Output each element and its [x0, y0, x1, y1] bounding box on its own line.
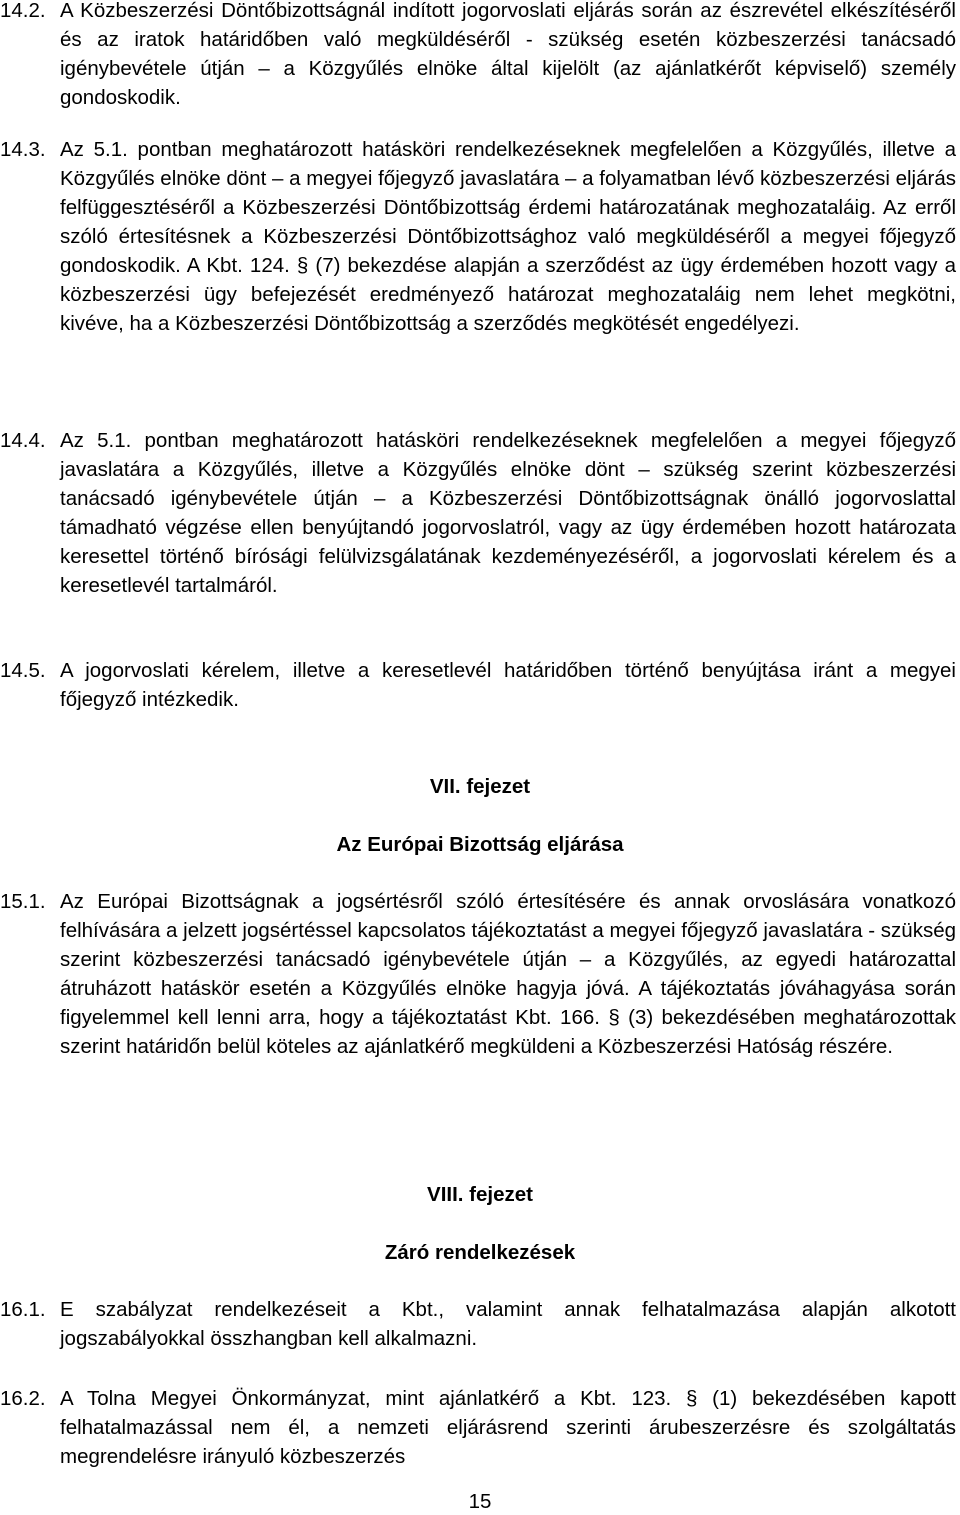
paragraph-text: Az 5.1. pontban meghatározott hatásköri rendelkezéseknek megfelelően a Közgyűlés, illetve a Közgyűlés elnöke dönt – a megyei főjegyző javaslatára – a folyamatban lévő közbeszerzési eljárás felfüggesztéséről a Közbeszerzési Döntőbizottság érdemi határozatának meghozataláig. Az erről szóló értesítésnek a Közbeszerzési Döntőbizottsághoz való megküldéséről a megyei főjegyző gondoskodik. A Kbt. 124. § (7) bekezdése alapján a szerződést az ügy érdemében hozott vagy a közbeszerzési ügy befejezését eredményező határozat meghozataláig nem lehet megkötni, kivéve, ha a Közbeszerzési Döntőbizottság a szerződés megkötését engedélyezi.	[60, 138, 956, 335]
paragraph-text: E szabályzat rendelkezéseit a Kbt., valamint annak felhatalmazása alapján alkotott jogszabályokkal összhangban kell alkalmazni.	[60, 1298, 956, 1350]
page-number: 15	[468, 1490, 492, 1513]
paragraph-number: 16.2.	[0, 1387, 46, 1410]
paragraph-16-1	[0, 1295, 956, 1353]
paragraph-text: A Közbeszerzési Döntőbizottságnál indított jogorvoslati eljárás során az észrevétel elkészítéséről és az iratok határidőben való megküldéséről - szükség esetén közbeszerzési tanácsadó igénybevétele útján – a Közgyűlés elnöke által kijelölt (az ajánlatkérőt képviselő) személy gondoskodik.	[60, 0, 956, 109]
paragraph-number: 15.1.	[0, 890, 46, 913]
paragraph-15-1	[0, 887, 956, 1061]
chapter-title: Az Európai Bizottság eljárása	[336, 833, 624, 856]
paragraph-14-3	[0, 135, 956, 338]
chapter-title: Záró rendelkezések	[384, 1241, 576, 1264]
paragraph-16-2	[0, 1384, 956, 1471]
paragraph-number: 14.2.	[0, 0, 46, 22]
paragraph-text: A jogorvoslati kérelem, illetve a keresetlevél határidőben történő benyújtása iránt a megyei főjegyző intézkedik.	[60, 659, 956, 711]
paragraph-text: Az 5.1. pontban meghatározott hatásköri rendelkezéseknek megfelelően a megyei főjegyző javaslatára a Közgyűlés, illetve a Közgyűlés elnöke dönt – szükség szerint közbeszerzési tanácsadó igénybevétele útján – a Közbeszerzési Döntőbizottságnak önálló jogorvoslattal támadható végzése ellen benyújtandó jogorvoslatról, vagy az ügy érdemében hozott határozata keresettel történő bírósági felülvizsgálatának kezdeményezéséről, a jogorvoslati kérelem és a keresetlevél tartalmáról.	[60, 429, 956, 597]
paragraph-text: A Tolna Megyei Önkormányzat, mint ajánlatkérő a Kbt. 123. § (1) bekezdésében kapott felhatalmazással nem él, a nemzeti eljárásrend szerinti árubeszerzésre és szolgáltatás megrendelésre irányuló közbeszerzés	[60, 1387, 956, 1468]
paragraph-14-5	[0, 656, 956, 714]
paragraph-number: 14.4.	[0, 429, 46, 452]
paragraph-number: 14.5.	[0, 659, 46, 682]
chapter-number: VII. fejezet	[429, 775, 531, 798]
chapter-number: VIII. fejezet	[427, 1183, 533, 1206]
paragraph-14-4	[0, 426, 956, 600]
paragraph-text: Az Európai Bizottságnak a jogsértésről szóló értesítésére és annak orvoslására vonatkozó felhívására a jelzett jogsértéssel kapcsolatos tájékoztatást a megyei főjegyző javaslatára - szükség szerint közbeszerzési tanácsadó igénybevétele útján – a Közgyűlés, az egyedi határozattal átruházott hatáskör esetén a Közgyűlés elnöke hagyja jóvá. A tájékoztatás jóváhagyása során figyelemmel kell lenni arra, hogy a tájékoztatást Kbt. 166. § (3) bekezdésében meghatározottak szerint határidőn belül köteles az ajánlatkérő megküldeni a Közbeszerzési Hatóság részére.	[60, 890, 956, 1058]
paragraph-number: 16.1.	[0, 1298, 46, 1321]
paragraph-number: 14.3.	[0, 138, 46, 161]
paragraph-14-2	[0, 0, 956, 112]
